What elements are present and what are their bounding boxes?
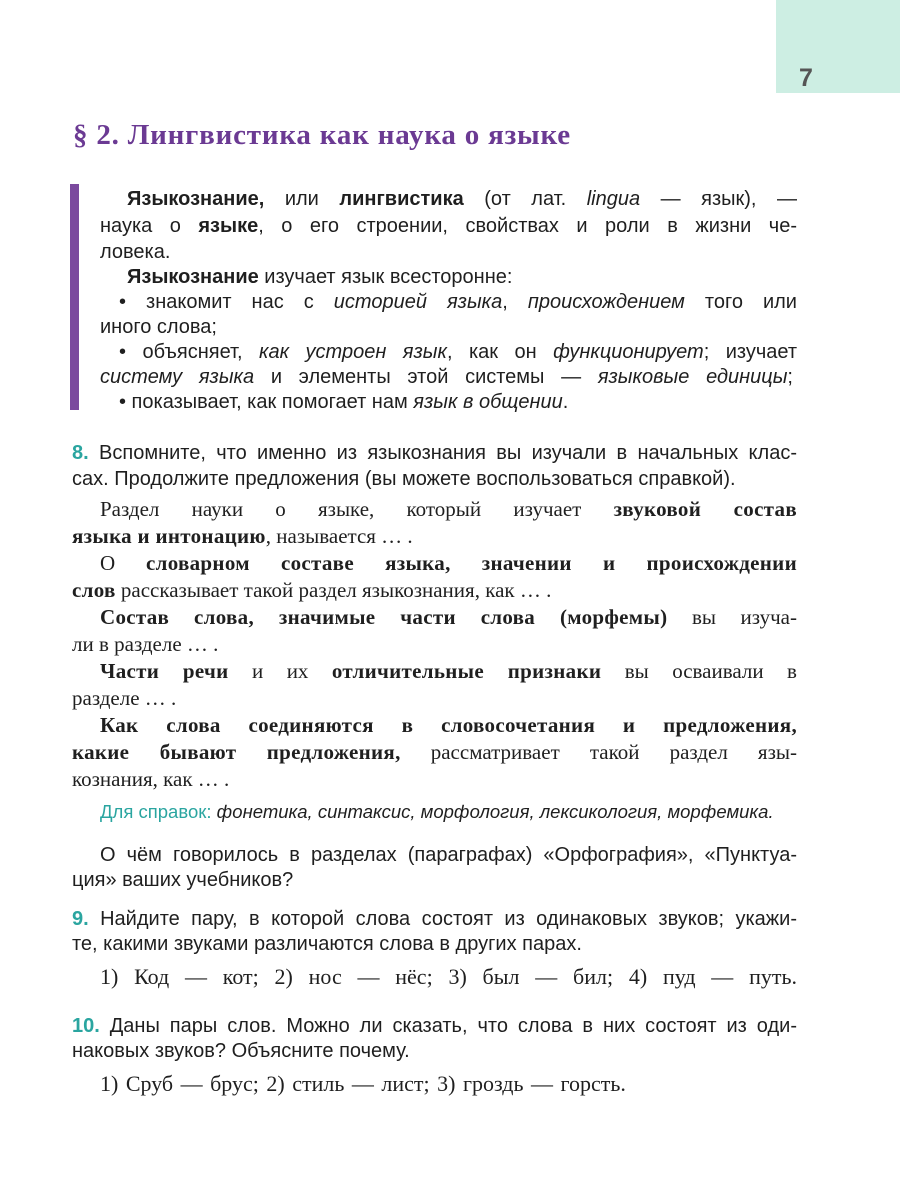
exercise-sentence: ли в разделе … . bbox=[72, 632, 219, 656]
exercise-sentence: кознания, как … . bbox=[72, 767, 230, 791]
exercise-task: те, какими звуками различаются слова в других парах. bbox=[72, 933, 582, 955]
exercise-sentence: разделе … . bbox=[72, 686, 177, 710]
definition-line: Языкознание, или лингвистика (от лат. lingua — язык), — bbox=[127, 188, 798, 210]
exercise-sentence: Как слова соединяются в словосочетания и предложения, bbox=[100, 713, 797, 737]
exercise-sentence: языка и интонацию, называется … . bbox=[72, 524, 413, 548]
definition-bullet: • показывает, как помогает нам язык в общении. bbox=[119, 391, 569, 413]
exercise-task: 8. Вспомните, что именно из языкознания вы изучали в начальных клас- bbox=[72, 442, 797, 464]
definition-line: иного слова; bbox=[100, 316, 217, 338]
exercise-task: 9. Найдите пару, в которой слова состоят из одинаковых звуков; укажи- bbox=[72, 908, 797, 930]
exercise-question: ция» ваших учебников? bbox=[72, 869, 294, 891]
definition-line: наука о языке, о его строении, свойствах и роли в жизни че- bbox=[100, 215, 797, 237]
exercise-sentence: О словарном составе языка, значении и происхождении bbox=[100, 551, 797, 575]
exercise-number: 10. bbox=[72, 1015, 100, 1037]
definition-line: Языкознание изучает язык всесторонне: bbox=[127, 266, 513, 288]
exercise-sentence: Части речи и их отличительные признаки вы осваивали в bbox=[100, 659, 797, 683]
definition-line: ловека. bbox=[100, 241, 171, 263]
definition-line: систему языка и элементы этой системы — языковые единицы; bbox=[100, 366, 793, 388]
page-number: 7 bbox=[799, 64, 813, 92]
exercise-sentence: Раздел науки о языке, который изучает звуковой состав bbox=[100, 497, 797, 521]
exercise-question: О чём говорилось в разделах (параграфах) «Орфография», «Пунктуа- bbox=[100, 844, 797, 866]
definition-bullet: • знакомит нас с историей языка, происхождением того или bbox=[119, 291, 797, 313]
exercise-task: наковых звуков? Объясните почему. bbox=[72, 1040, 410, 1062]
exercise-sentence: какие бывают предложения, рассматривает такой раздел язы- bbox=[72, 740, 797, 764]
reference-note: Для справок: фонетика, синтаксис, морфология, лексикология, морфемика. bbox=[100, 801, 774, 822]
definition-accent-bar bbox=[70, 184, 79, 410]
exercise-number: 8. bbox=[72, 442, 89, 464]
word-pairs: 1) Код — кот; 2) нос — нёс; 3) был — бил; 4) пуд — путь. bbox=[100, 964, 797, 989]
exercise-number: 9. bbox=[72, 908, 89, 930]
exercise-task: сах. Продолжите предложения (вы можете воспользоваться справкой). bbox=[72, 468, 736, 490]
exercise-task: 10. Даны пары слов. Можно ли сказать, что слова в них состоят из оди- bbox=[72, 1015, 797, 1037]
section-title: § 2. Лингвистика как наука о языке bbox=[73, 119, 571, 151]
definition-bullet: • объясняет, как устроен язык, как он функционирует; изучает bbox=[119, 341, 797, 363]
exercise-sentence: слов рассказывает такой раздел языкознания, как … . bbox=[72, 578, 552, 602]
word-pairs: 1) Сруб — брус; 2) стиль — лист; 3) гроздь — горсть. bbox=[100, 1071, 626, 1096]
exercise-sentence: Состав слова, значимые части слова (морфемы) вы изуча- bbox=[100, 605, 797, 629]
reference-label: Для справок: bbox=[100, 801, 212, 822]
